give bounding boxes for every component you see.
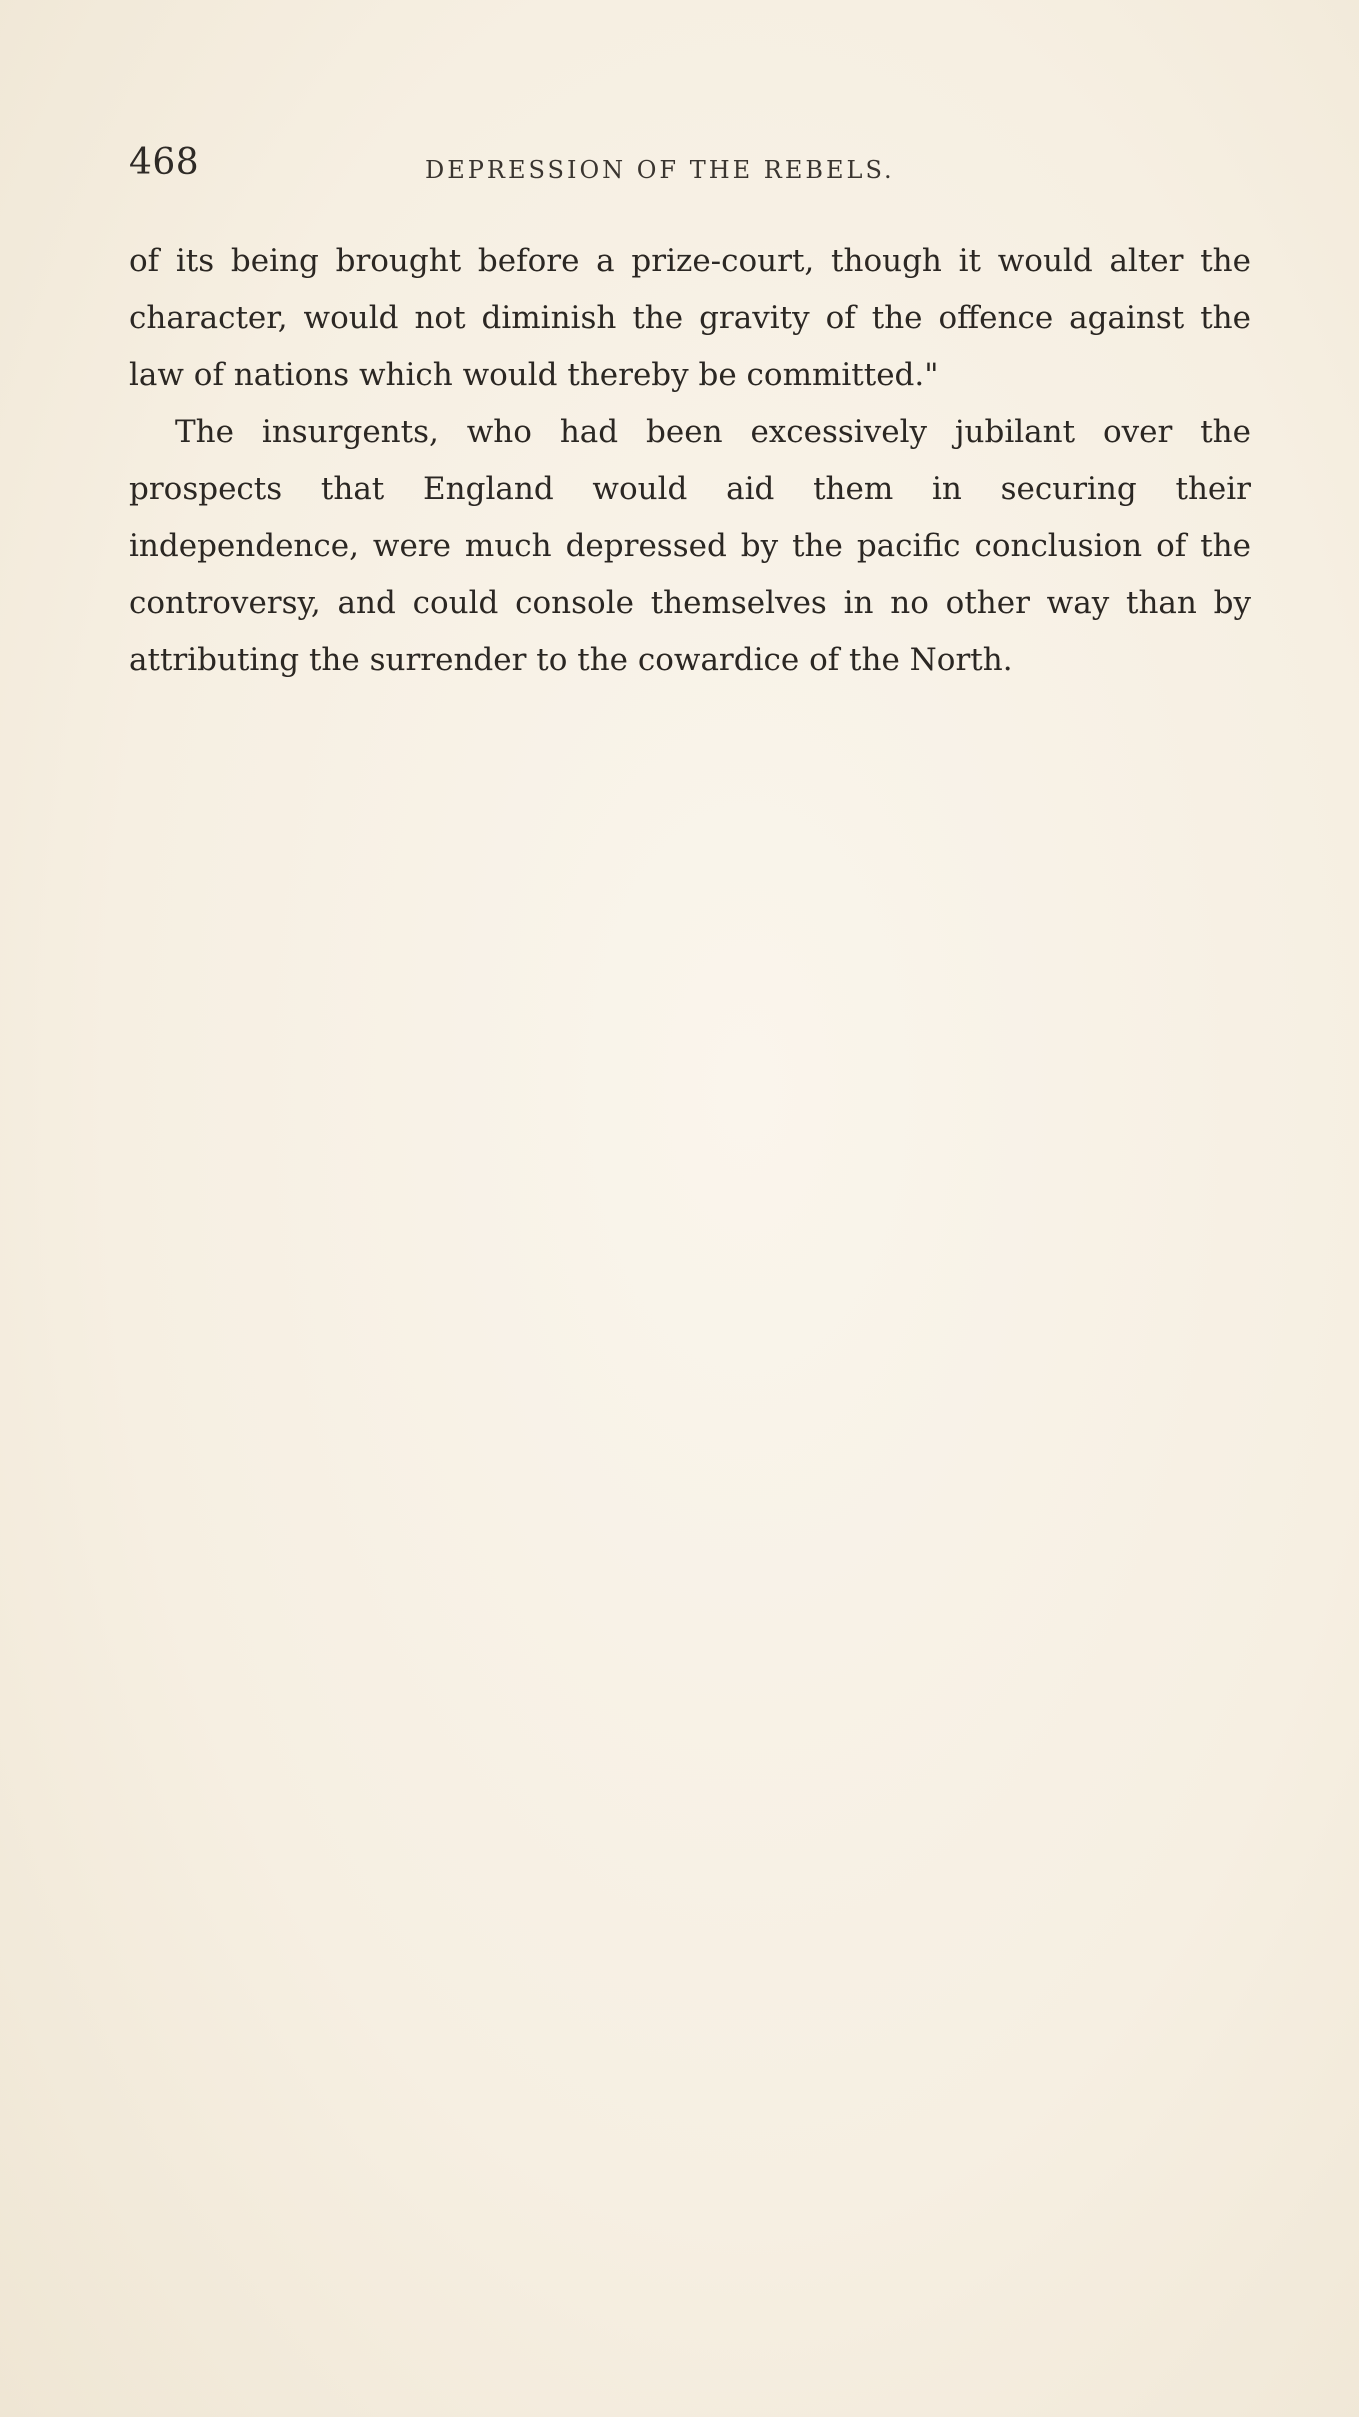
show-through-texture xyxy=(165,700,1245,1700)
body-text xyxy=(129,233,1251,689)
running-head: DEPRESSION OF THE REBELS. xyxy=(425,156,895,184)
paragraph-continuation: of its being brought before a prize-court, though it would alter the character, would not diminish the gravity of the offence against the law of nations which would thereby be committed." xyxy=(129,243,1251,393)
page-number: 468 xyxy=(129,142,200,183)
paragraph-insurgents: The insurgents, who had been excessively jubilant over the prospects that England would aid them in securing their independence, were much depressed by the pacific conclusion of the controversy, and could console themselves in no other way than by attributing the surrender to the cowardice of the North. xyxy=(129,414,1251,678)
page-header xyxy=(129,142,1249,192)
